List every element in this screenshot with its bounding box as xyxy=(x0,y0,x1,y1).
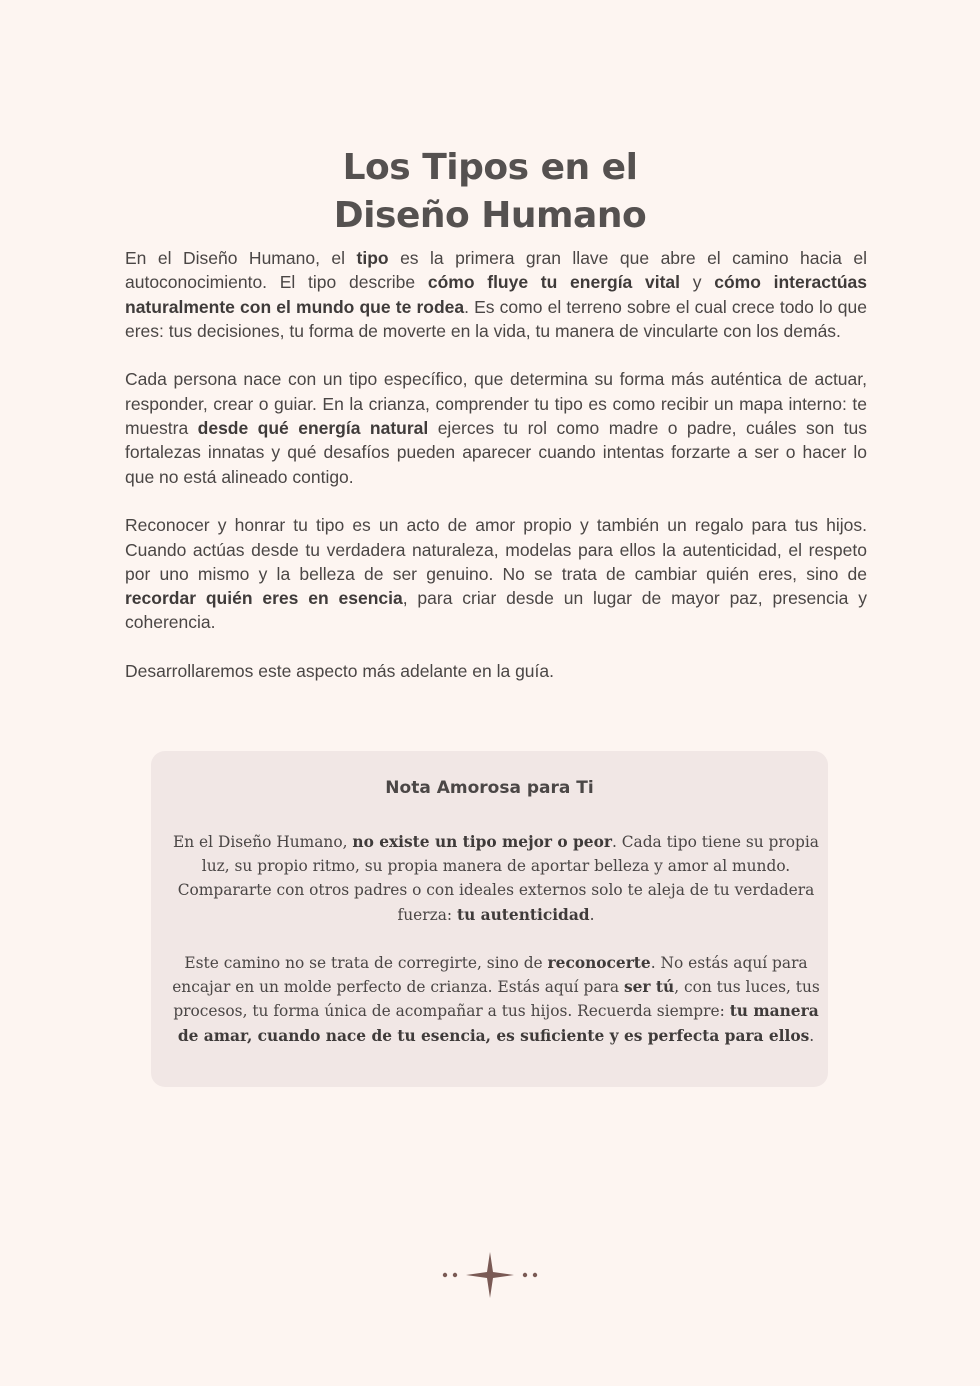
text-run: ejerces tu rol como madre o padre, cuáles son tus fortalezas innatas y qué desafíos pueden aparecer cuando intentas forzarte a ser o hacer lo que no está alineado contigo. xyxy=(125,418,867,487)
paragraph-4: Desarrollaremos este aspecto más adelante en la guía. xyxy=(125,661,554,682)
page-title-line-1: Los Tipos en el xyxy=(342,147,638,189)
text-run: . Cada tipo tiene su propia luz, su propio ritmo, su propia manera de aportar belleza y amor al mundo. Compararte con otros padres o con ideales externos solo te aleja de tu verdadera fuerza: xyxy=(177,833,819,924)
page-title-line-2: Diseño Humano xyxy=(333,195,647,237)
text-run: En el Diseño Humano, el xyxy=(125,248,357,268)
note-paragraph-2 xyxy=(172,951,820,1048)
text-run: , con tus luces, tus procesos, tu forma única de acompañar a tus hijos. Recuerda siempre: xyxy=(173,978,820,1021)
text-run: En el Diseño Humano, xyxy=(173,833,353,851)
text-run: . xyxy=(809,1026,815,1045)
text-run: Cada persona nace con un tipo específico, que determina su forma más auténtica de actuar, responder, crear o guiar. En la crianza, comprender tu tipo es como recibir un mapa interno: te muestra xyxy=(125,369,867,439)
text-run: . Es como el terreno sobre el cual crece todo lo que eres: tus decisiones, tu forma de moverte en la vida, tu manera de vincularte con los demás. xyxy=(125,296,867,341)
paragraph-1 xyxy=(125,246,867,343)
text-run: , para criar desde un lugar de mayor paz, presencia y coherencia. xyxy=(125,588,867,633)
bold-run: cómo interactúas naturalmente con el mundo que te rodea xyxy=(125,272,867,317)
paragraph-3 xyxy=(125,513,867,634)
bold-run: no existe un tipo mejor o peor xyxy=(352,833,612,851)
four-point-star-icon xyxy=(440,1250,540,1300)
bold-run: tu autenticidad xyxy=(456,905,590,924)
text-run: es la primera gran llave que abre el camino hacia el autoconocimiento. El tipo describe xyxy=(125,248,867,293)
bold-run: reconocerte xyxy=(547,954,651,972)
text-run: y xyxy=(680,272,715,293)
text-run: . No estás aquí para encajar en un molde perfecto de crianza. Estás aquí para xyxy=(172,954,808,997)
paragraph-2 xyxy=(125,367,867,488)
note-title: Nota Amorosa para Ti xyxy=(385,778,594,798)
bold-run: tu manera de amar, cuando nace de tu esencia, es suficiente y es perfecta para ellos xyxy=(177,1002,819,1045)
bold-run: ser tú xyxy=(623,978,675,997)
note-body xyxy=(172,830,820,1072)
text-run: . xyxy=(589,905,595,924)
bold-run: cómo fluye tu energía vital xyxy=(427,272,681,293)
bold-run: tipo xyxy=(356,248,389,268)
note-paragraph-1 xyxy=(172,830,820,927)
text-run: Este camino no se trata de corregirte, sino de xyxy=(184,954,548,972)
text-run: Reconocer y honrar tu tipo es un acto de amor propio y también un regalo para tus hijos. Cuando actúas desde tu verdadera naturaleza, modelas para ellos la autenticidad, el respeto por uno mismo y la belleza de ser genuino. No se trata de cambiar quién eres, sino de xyxy=(125,515,867,584)
page-title xyxy=(0,144,980,240)
bold-run: recordar quién eres en esencia xyxy=(125,588,403,609)
bold-run: desde qué energía natural xyxy=(197,418,429,439)
body-text xyxy=(125,246,867,708)
